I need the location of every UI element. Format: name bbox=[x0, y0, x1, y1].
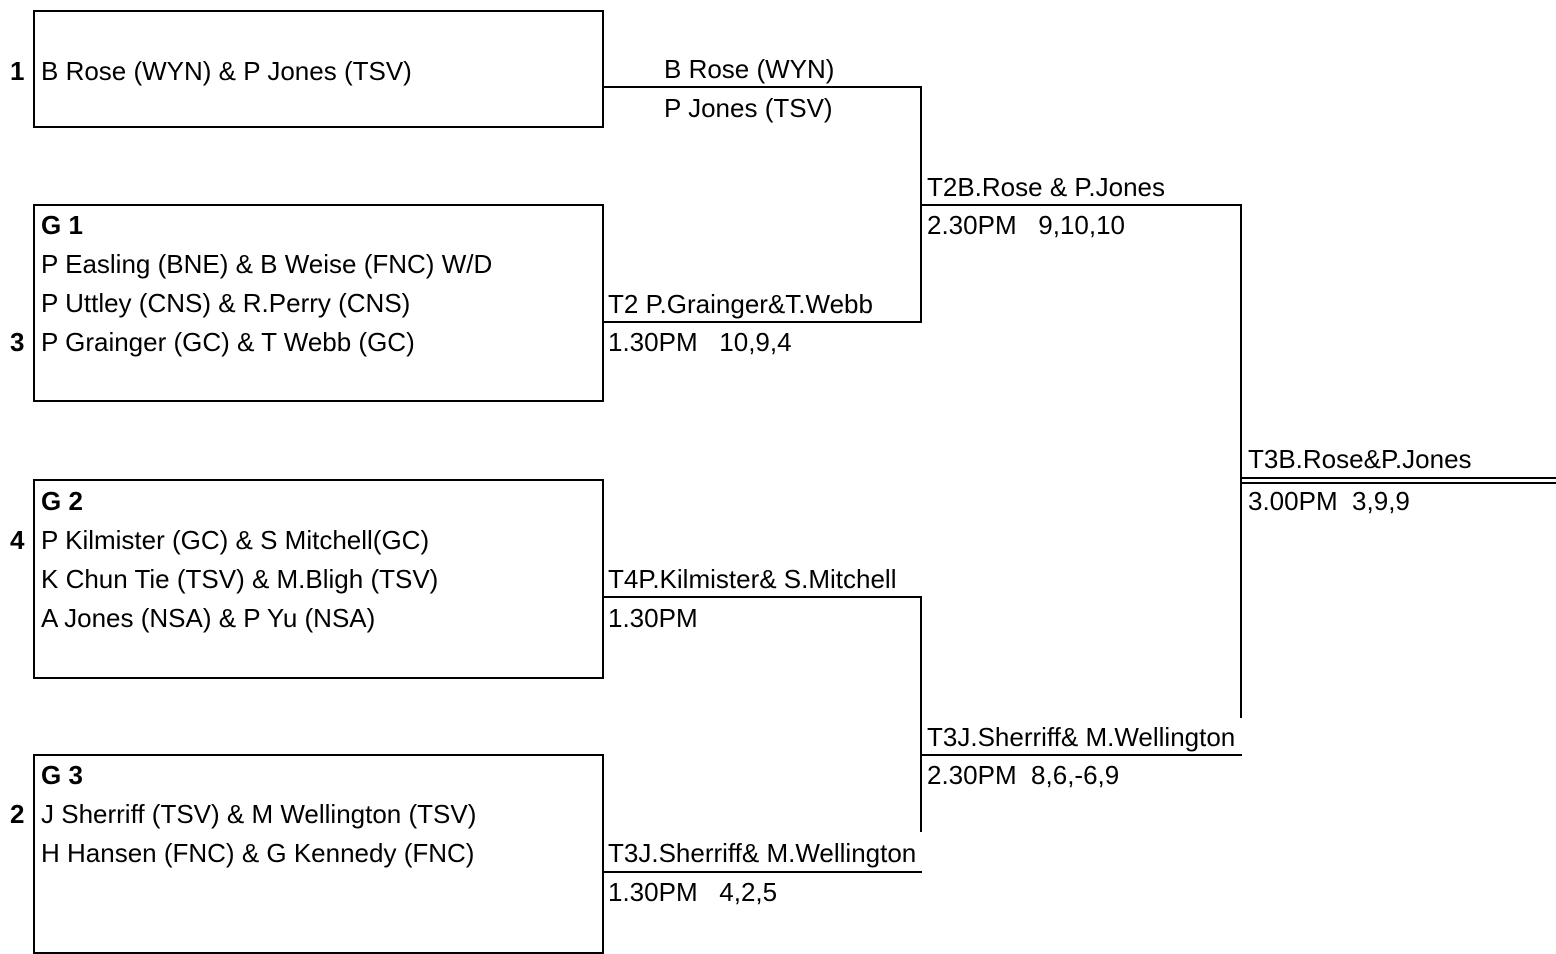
group2-title: G 2 bbox=[41, 486, 83, 516]
seed-number-group2: 4 bbox=[10, 525, 25, 555]
bracket-line-final-bottom bbox=[1242, 482, 1556, 484]
group3-row-2: H Hansen (FNC) & G Kennedy (FNC) bbox=[41, 838, 475, 868]
bracket-connector-r1-bottom bbox=[920, 596, 922, 832]
bracket-line-r2-m1 bbox=[922, 204, 1242, 206]
bracket-line-r1-m3 bbox=[604, 596, 922, 598]
r1-m4-top-label: T3J.Sherriff& M.Wellington bbox=[608, 838, 917, 868]
bracket-connector-r2 bbox=[1240, 204, 1242, 718]
r2-m2-bottom-label: 2.30PM 8,6,-6,9 bbox=[927, 760, 1120, 790]
group2-row-3: A Jones (NSA) & P Yu (NSA) bbox=[41, 603, 376, 633]
group1-title: G 1 bbox=[41, 210, 83, 240]
group1-row-1: P Easling (BNE) & B Weise (FNC) W/D bbox=[41, 249, 493, 279]
bracket-line-r2-m2 bbox=[922, 754, 1242, 756]
r1-m2-bottom-label: 1.30PM 10,9,4 bbox=[608, 327, 792, 357]
entry-top-pair: B Rose (WYN) & P Jones (TSV) bbox=[41, 56, 412, 86]
seed-number-group1: 3 bbox=[10, 327, 25, 357]
group3-row-1: J Sherriff (TSV) & M Wellington (TSV) bbox=[41, 799, 477, 829]
seed-number-group3: 2 bbox=[10, 799, 25, 829]
final-top-label: T3B.Rose&P.Jones bbox=[1248, 444, 1472, 474]
r2-m2-top-label: T3J.Sherriff& M.Wellington bbox=[927, 722, 1236, 752]
group3-title: G 3 bbox=[41, 760, 83, 790]
r2-m1-bottom-label: 2.30PM 9,10,10 bbox=[927, 210, 1126, 240]
final-bottom-label: 3.00PM 3,9,9 bbox=[1248, 486, 1410, 516]
bracket-line-final-top bbox=[1242, 477, 1556, 479]
r1-m1-top-label: B Rose (WYN) bbox=[664, 54, 835, 84]
bracket-line-r1-m4 bbox=[604, 871, 922, 873]
r1-m4-bottom-label: 1.30PM 4,2,5 bbox=[608, 877, 778, 907]
r1-m2-top-label: T2 P.Grainger&T.Webb bbox=[608, 289, 873, 319]
r1-m1-bottom-label: P Jones (TSV) bbox=[664, 93, 833, 123]
seed-number-top: 1 bbox=[10, 56, 25, 86]
r1-m3-top-label: T4P.Kilmister& S.Mitchell bbox=[608, 564, 897, 594]
group2-row-2: K Chun Tie (TSV) & M.Bligh (TSV) bbox=[41, 564, 439, 594]
bracket-line-r1-m2 bbox=[604, 321, 922, 323]
group2-row-1: P Kilmister (GC) & S Mitchell(GC) bbox=[41, 525, 430, 555]
r1-m3-bottom-label: 1.30PM bbox=[608, 603, 698, 633]
group1-row-3: P Grainger (GC) & T Webb (GC) bbox=[41, 327, 415, 357]
group1-row-2: P Uttley (CNS) & R.Perry (CNS) bbox=[41, 288, 411, 318]
bracket-line-r1-m1 bbox=[604, 86, 922, 88]
r2-m1-top-label: T2B.Rose & P.Jones bbox=[927, 172, 1165, 202]
